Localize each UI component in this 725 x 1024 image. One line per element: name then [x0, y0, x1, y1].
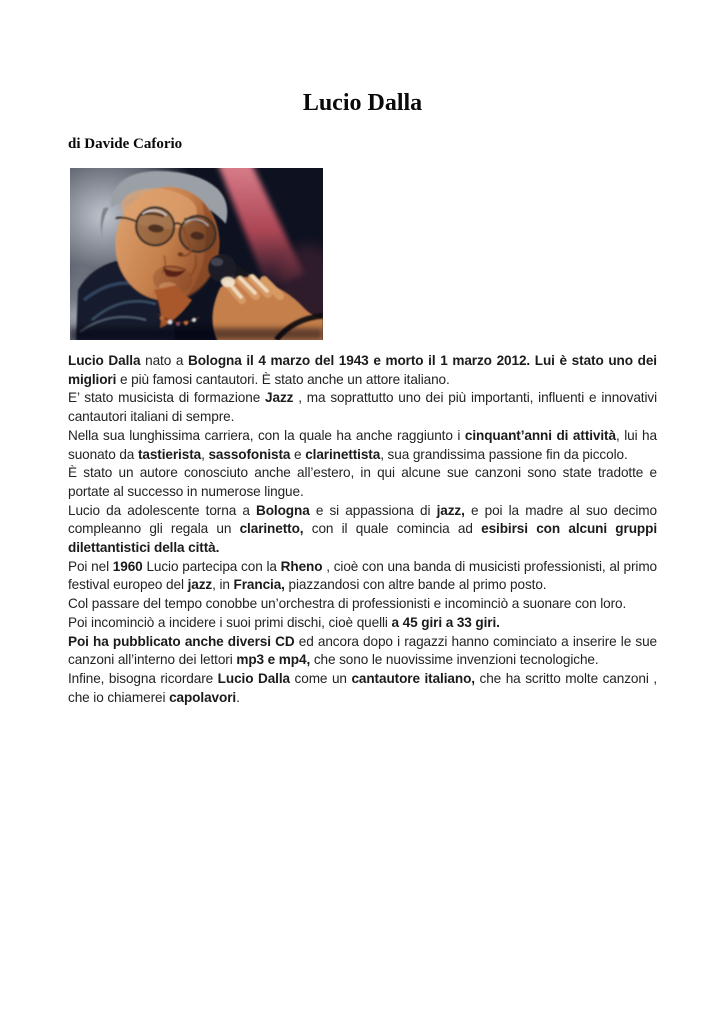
photo-illustration: [70, 168, 323, 340]
byline: di Davide Caforio: [68, 136, 183, 152]
article-body: [68, 352, 657, 707]
paragraph: Poi ha pubblicato anche diversi CD ed ancora dopo i ragazzi hanno cominciato a inserire le sue canzoni all’interno dei lettori mp3 e mp4, che sono le nuovissime invenzioni tecnologiche.: [68, 633, 657, 668]
paragraph: Infine, bisogna ricordare Lucio Dalla come un cantautore italiano, che ha scritto molte canzoni , che io chiamerei capolavori.: [68, 670, 657, 705]
paragraph: Lucio Dalla nato a Bologna il 4 marzo del 1943 e morto il 1 marzo 2012. Lui è stato uno dei migliori e più famosi cantautori. È stato anche un attore italiano.: [68, 353, 657, 387]
photo-lucio-dalla: [70, 168, 323, 340]
paragraph: Poi nel 1960 Lucio partecipa con la Rheno , cioè con una banda di musicisti professionisti, al primo festival europeo del jazz, in Francia, piazzandosi con altre bande al primo posto.: [68, 558, 658, 593]
paragraph: Poi incominciò a incidere i suoi primi dischi, cioè quelli a 45 giri a 33 giri.: [68, 614, 500, 630]
page-title: Lucio Dalla: [302, 90, 423, 116]
paragraph: Lucio da adolescente torna a Bologna e si appassiona di jazz, e poi la madre al suo decimo compleanno gli regala un clarinetto, con il quale comincia ad esibirsi con alcuni gruppi dilettantistici della città.: [68, 502, 657, 556]
paragraph: E’ stato musicista di formazione Jazz , ma soprattutto uno dei più importanti, influenti e innovativi cantautori italiani di sempre.: [68, 390, 657, 425]
paragraph: Col passare del tempo conobbe un’orchestra di professionisti e incominciò a suonare con loro.: [68, 596, 627, 612]
paragraph: È stato un autore conosciuto anche all’estero, in qui alcune sue canzoni sono state tradotte e portate al successo in numerose lingue.: [68, 465, 657, 499]
photo-bottom-vignette: [70, 328, 323, 340]
paragraph: Nella sua lunghissima carriera, con la quale ha anche raggiunto i cinquant’anni di attività, lui ha suonato da tastierista, sassofonista e clarinettista, sua grandissima passione fin da piccolo.: [68, 427, 657, 462]
